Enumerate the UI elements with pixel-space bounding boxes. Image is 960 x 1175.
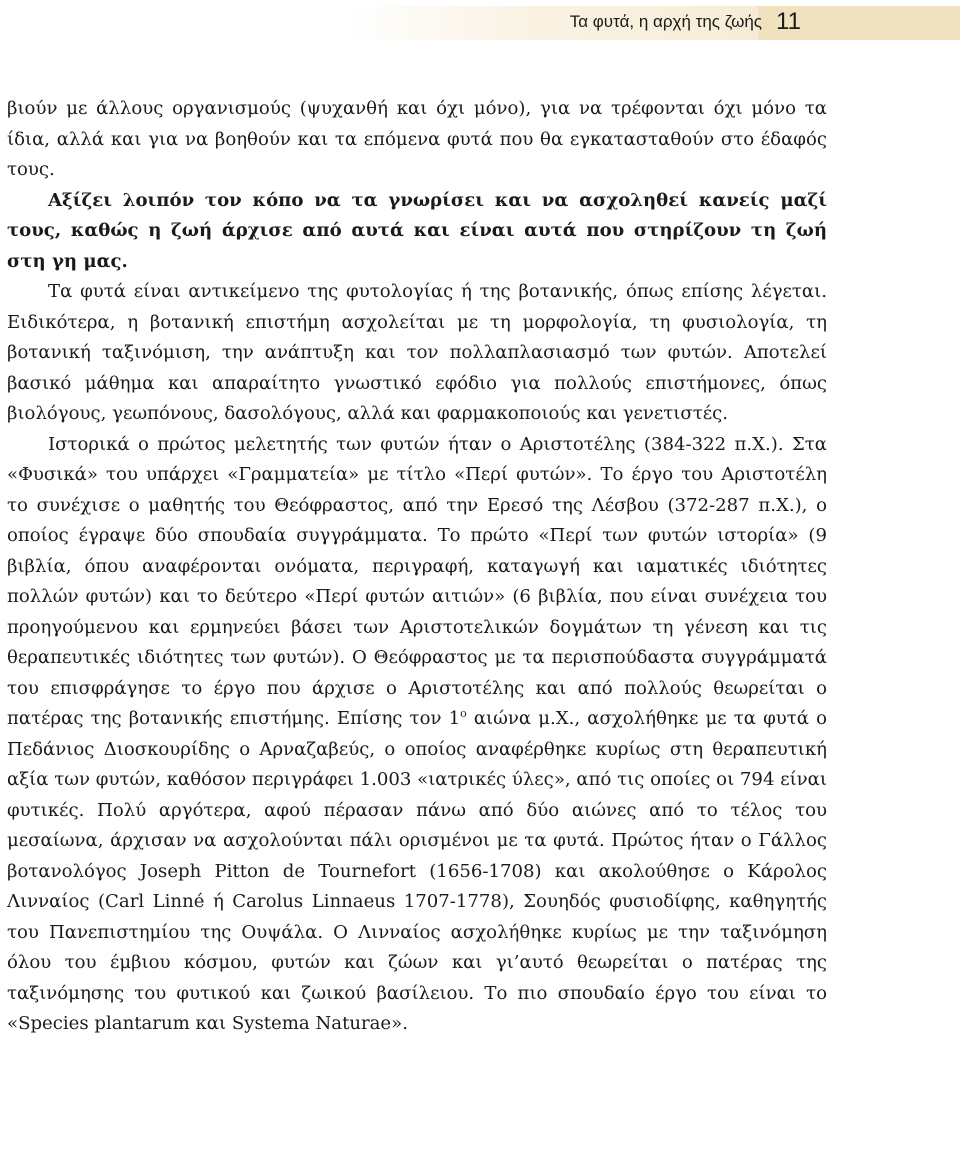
history-text-part-2: αιώνα μ.Χ., ασχολήθηκε με τα φυτά ο Πεδάνιος Διοσκουρίδης ο Αρναζαβεύς, ο οποίος αναφέρθηκε κυρίως στη θεραπευτική αξία των φυτών, καθόσον περιγράφει 1.003 «ιατρικές ύλες», από τις οποίες οι 794 είναι φυτικές. Πολύ αργότερα, αφού πέρασαν πάνω από δύο αιώνες από το τέλος του μεσαίωνα, άρχισαν να ασχολούνται πάλι ορισμένοι με τα φυτά. Πρώτος ήταν ο Γάλλος βοτανολόγος Joseph Pitton de Tournefort (1656-1708) και ακολούθησε ο Κάρολος Λινναίος (Carl Linné ή Carolus Linnaeus 1707-1778), Σουηδός φυσιοδίφης, καθηγητής του Πανεπιστημίου της Ουψάλα. Ο Λινναίος ασχολήθηκε κυρίως με την ταξινόμηση όλου του έμβιου κόσμου, φυτών και ζώων και γι’αυτό θεωρείται ο πατέρας της ταξινόμησης του φυτικού και ζωικού βασίλειου. Το πιο σπουδαίο έργο του είναι το «Species plantarum και Systema Naturae». [7, 708, 827, 1034]
paragraph-bold-emphasis: Αξίζει λοιπόν τον κόπο να τα γνωρίσει και να ασχοληθεί κανείς μαζί τους, καθώς η ζωή άρχισε από αυτά και είναι αυτά που στηρίζουν τη ζωή στη γη μας. [7, 189, 827, 272]
history-text-part-1: Ιστορικά ο πρώτος μελετητής των φυτών ήταν ο Αριστοτέλης (384-322 π.Χ.). Στα «Φυσικά» του υπάρχει «Γραμματεία» με τίτλο «Περί φυτών». Το έργο του Αριστοτέλη το συνέχισε ο μαθητής του Θεόφραστος, από την Ερεσό της Λέσβου (372-287 π.Χ.), ο οποίος έγραψε δύο σπουδαία συγγράμματα. Το πρώτο «Περί των φυτών ιστορία» (9 βιβλία, όπου αναφέρονται ονόματα, περιγραφή, καταγωγή και ιαματικές ιδιότητες πολλών φυτών) και το δεύτερο «Περί φυτών αιτιών» (6 βιβλία, που είναι συνέχεια του προηγούμενου και ερμηνεύει βάσει των Αριστοτελικών δογμάτων τη γένεση και τις θεραπευτικές ιδιότητες των φυτών). Ο Θεόφραστος με τα περισπούδαστα συγγράμματά του επισφράγησε το έργο που άρχισε ο Αριστοτέλης και από πολλούς θεωρείται ο πατέρας της βοτανικής επιστήμης. Επίσης τον 1 [7, 433, 827, 729]
page-number: 11 [776, 8, 801, 35]
running-header-title: Τα φυτά, η αρχή της ζωής [569, 12, 762, 31]
paragraph-botany-definition: Τα φυτά είναι αντικείμενο της φυτολογίας ή της βοτανικής, όπως επίσης λέγεται. Ειδικότερα, η βοτανική επιστήμη ασχολείται με τη μορφολογία, τη φυσιολογία, τη βοτανική ταξινόμιση, την ανάπτυξη και τον πολλαπλασιασμό των φυτών. Αποτελεί βασικό μάθημα και απαραίτητο γνωστικό εφόδιο για πολλούς επιστήμονες, όπως βιολόγους, γεωπόνους, δασολόγους, αλλά και φαρμακοποιούς και γενετιστές. [7, 281, 827, 424]
body-text [7, 94, 827, 1040]
paragraph-continued: βιούν με άλλους οργανισμούς (ψυχανθή και όχι μόνο), για να τρέφονται όχι μόνο τα ίδια, αλλά και για να βοηθούν και τα επόμενα φυτά που θα εγκατασταθούν στο έδαφός τους. [7, 98, 827, 180]
paragraph-history [7, 430, 827, 1040]
superscript-ordinal: ο [460, 706, 467, 720]
